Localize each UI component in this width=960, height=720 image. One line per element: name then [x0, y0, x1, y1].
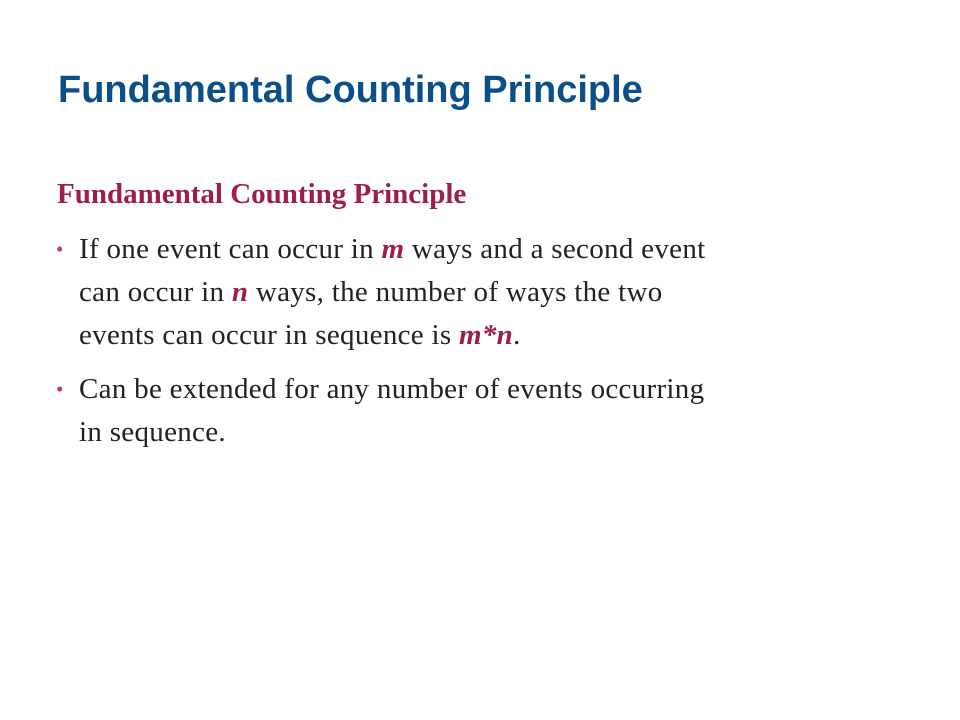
- bullet-item-1: [56, 228, 886, 357]
- variable-n: n: [231, 276, 249, 308]
- bullet-list: [56, 228, 886, 465]
- bullet-2-text: [79, 373, 704, 448]
- variable-m: m: [381, 233, 405, 265]
- bullet-2-line2: in sequence.: [79, 416, 226, 448]
- bullet-2-line1: Can be extended for any number of events occurring: [79, 373, 705, 405]
- bullet-1-line3-start: events can occur in sequence is: [79, 319, 460, 351]
- bullet-1-line2-start: can occur in: [79, 276, 232, 308]
- bullet-1-line1-start: If one event can occur in: [79, 233, 382, 265]
- bullet-dot-icon: •: [56, 237, 64, 261]
- bullet-1-line3-end: .: [513, 319, 521, 351]
- bullet-1-line2-end: ways, the number of ways the two: [248, 276, 663, 308]
- variable-product: m*n: [459, 319, 514, 351]
- bullet-1-line1-end: ways and a second event: [404, 233, 706, 265]
- bullet-1-text: [79, 233, 705, 351]
- section-heading: Fundamental Counting Principle: [57, 178, 467, 210]
- slide-title: Fundamental Counting Principle: [58, 69, 643, 111]
- bullet-item-2: [56, 368, 886, 454]
- bullet-dot-icon: •: [56, 377, 64, 401]
